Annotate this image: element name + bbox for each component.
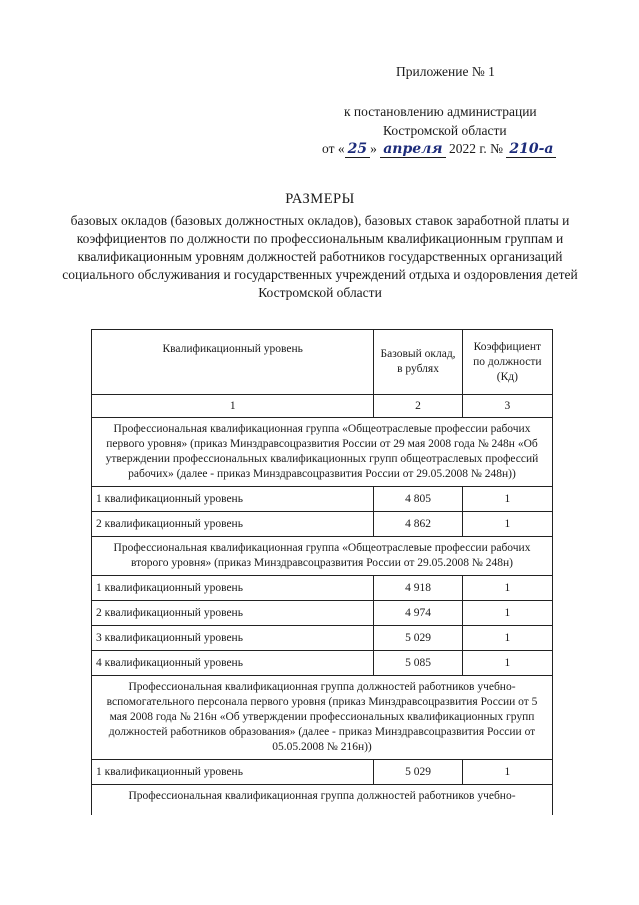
decree-number: 210-а	[506, 141, 556, 158]
table-row	[92, 487, 553, 512]
salary-table	[91, 329, 553, 815]
salary-cell: 4 862	[374, 512, 462, 537]
column-header-coef: Коэффициент по должности (Кд)	[462, 330, 552, 395]
level-cell: 1 квалификационный уровень	[92, 487, 374, 512]
decree-year: 2022 г. №	[448, 141, 503, 156]
salary-cell: 5 029	[374, 760, 462, 785]
table-row	[92, 626, 553, 651]
table-header-row	[92, 330, 553, 395]
salary-cell: 4 974	[374, 601, 462, 626]
level-cell: 1 квалификационный уровень	[92, 760, 374, 785]
level-cell: 2 квалификационный уровень	[92, 512, 374, 537]
column-number: 1	[92, 395, 374, 418]
table-row	[92, 760, 553, 785]
table-row	[92, 512, 553, 537]
coef-cell: 1	[462, 760, 552, 785]
group-header-row	[92, 418, 553, 487]
decree-line-1: к постановлению администрации	[344, 104, 537, 119]
column-number: 3	[462, 395, 552, 418]
level-cell: 4 квалификационный уровень	[92, 651, 374, 676]
group-title: Профессиональная квалификационная группа «Общеотраслевые профессии рабочих первого уровня» (приказ Минздравсоцразвития России от 29 мая 2008 года № 248н «Об утверждении профессиональных квалификационных групп общеотраслевых профессий рабочих» (далее - приказ Минздравсоцразвития России от 29.05.2008 № 248н))	[92, 418, 553, 487]
group-title: Профессиональная квалификационная группа «Общеотраслевые профессии рабочих второго уровня» (приказ Минздравсоцразвития России от 29.05.2008 № 248н)	[92, 537, 553, 576]
document-title-block	[60, 190, 580, 302]
document-subtitle: базовых окладов (базовых должностных окладов), базовых ставок заработной платы и коэффициентов по должности по профессиональным квалификационным группам и квалификационным уровням должностей работников государственных организаций социального обслуживания и государственных учреждений отдыха и оздоровления детей Костромской области	[62, 213, 578, 300]
group-header-row	[92, 537, 553, 576]
group-header-row	[92, 785, 553, 816]
table-row	[92, 576, 553, 601]
decree-day: 25	[345, 141, 370, 158]
column-number: 2	[374, 395, 462, 418]
level-cell: 1 квалификационный уровень	[92, 576, 374, 601]
coef-cell: 1	[462, 601, 552, 626]
salary-cell: 5 085	[374, 651, 462, 676]
appendix-title: Приложение № 1	[396, 64, 495, 79]
coef-cell: 1	[462, 487, 552, 512]
decree-prefix: от «	[322, 141, 345, 156]
document-heading: РАЗМЕРЫ	[285, 191, 355, 207]
table-row	[92, 651, 553, 676]
coef-cell: 1	[462, 576, 552, 601]
decree-line-2: Костромской области	[383, 123, 507, 138]
group-title: Профессиональная квалификационная группа должностей работников учебно-	[92, 785, 553, 816]
coef-cell: 1	[462, 626, 552, 651]
level-cell: 2 квалификационный уровень	[92, 601, 374, 626]
level-cell: 3 квалификационный уровень	[92, 626, 374, 651]
salary-cell: 4 918	[374, 576, 462, 601]
coef-cell: 1	[462, 651, 552, 676]
column-header-salary: Базовый оклад, в рублях	[374, 330, 462, 395]
column-numbers-row	[92, 395, 553, 418]
group-header-row	[92, 676, 553, 760]
group-title: Профессиональная квалификационная группа должностей работников учебно-вспомогательного персонала первого уровня (приказ Минздравсоцразвития России от 5 мая 2008 года № 216н «Об утверждении профессиональных квалификационных групп должностей работников образования» (далее - приказ Минздравсоцразвития России от 05.05.2008 № 216н))	[92, 676, 553, 760]
decree-mid: »	[370, 141, 377, 156]
column-header-level: Квалификационный уровень	[92, 330, 374, 395]
salary-cell: 4 805	[374, 487, 462, 512]
table-row	[92, 601, 553, 626]
coef-cell: 1	[462, 512, 552, 537]
salary-cell: 5 029	[374, 626, 462, 651]
decree-month: апреля	[380, 141, 445, 158]
decree-date-line	[322, 140, 556, 158]
